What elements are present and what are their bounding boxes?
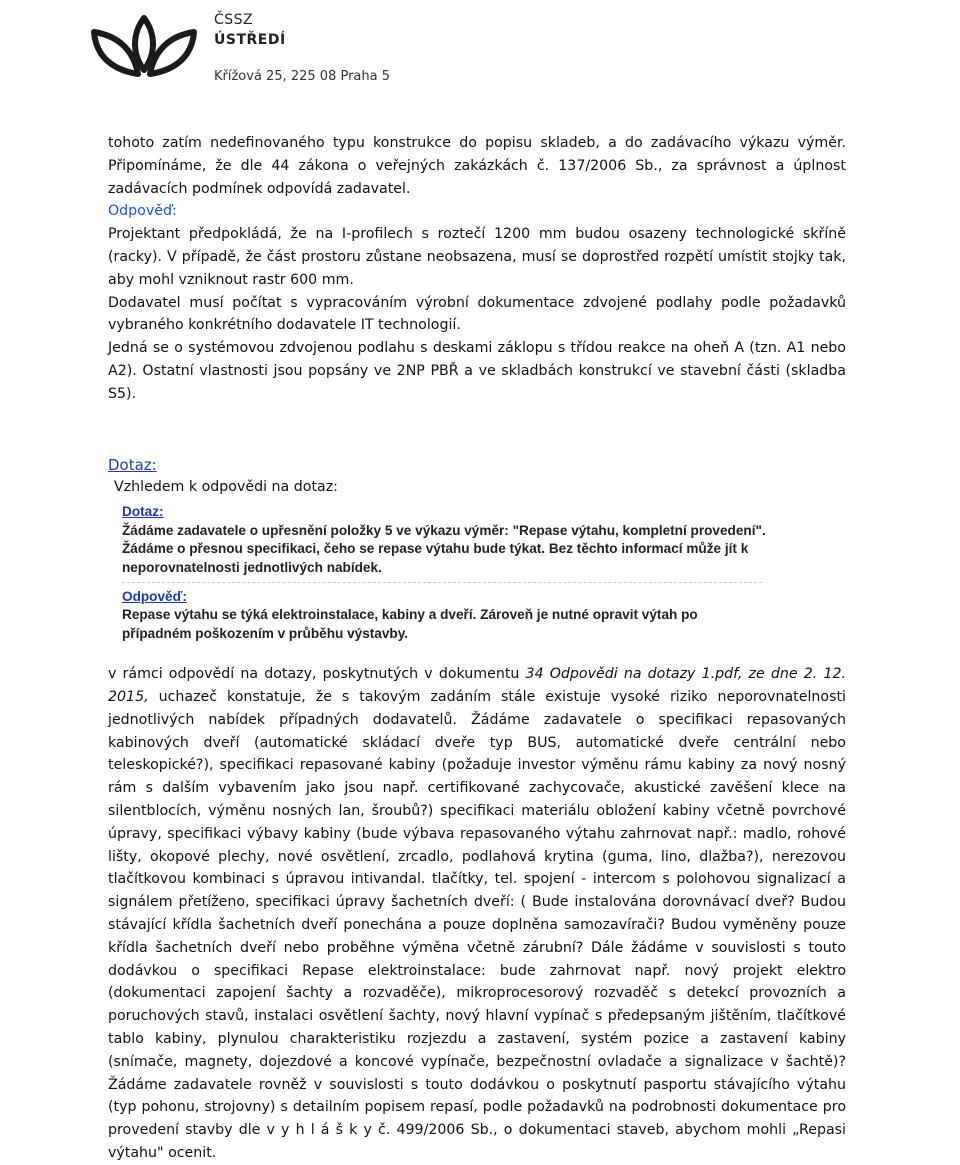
referenced-document: 34 Odpovědi na dotazy 1.pdf, ze dne 2. 12. 2015, <box>108 666 847 705</box>
paragraph-intro: tohoto zatím nedefinovaného typu konstrukce do popisu skladeb, a do zadávacího výkazu výměr. Připomínáme, že dle 44 zákona o veřejných zakázkách č. 137/2006 Sb., za správnost a úplnost zadávacích podmínek odpovídá zadavatel. <box>108 135 846 197</box>
embedded-line: neporovnatelnosti jednotlivých nabídek. <box>122 559 382 575</box>
embedded-line: případném poškozením v průběhu výstavby. <box>122 625 409 641</box>
spacer <box>108 406 846 454</box>
paragraph-answer-2: Dodavatel musí počítat s vypracováním výrobní dokumentace zdvojené podlahy podle požadavků vybraného konkrétního dodavatele IT technologií. <box>108 294 846 334</box>
paragraph-question-detail <box>108 663 846 1165</box>
embedded-answer-heading: Odpověď: <box>122 588 187 604</box>
answer-heading: Odpověď: <box>108 203 177 220</box>
org-address: Křížová 25, 225 08 Praha 5 <box>214 69 391 84</box>
org-unit: ÚSTŘEDÍ <box>214 32 286 48</box>
embedded-question-heading: Dotaz: <box>122 504 164 520</box>
question-lead: Vzhledem k odpovědi na dotaz: <box>114 479 338 496</box>
embedded-line: Žádáme zadavatele o upřesnění položky 5 ve výkazu výměr: "Repase výtahu, kompletní provedení". <box>122 522 766 538</box>
tulip-logo-icon <box>84 4 204 90</box>
paragraph-answer-1: Projektant předpokládá, že na I-profilech s roztečí 1200 mm budou osazeny technologické skříně (racky). V případě, že část prostoru zůstane neobsazena, musí se doprostřed rozpětí umístit stojky tak, aby mohl vzniknout rastr 600 mm. <box>108 226 846 288</box>
question-heading: Dotaz: <box>108 455 157 474</box>
org-name: ČSSZ <box>214 12 254 28</box>
document-body <box>108 132 846 1165</box>
paragraph-answer-3: Jedná se o systémovou zdvojenou podlahu s deskami záklopu s třídou reakce na oheň A (tzn. A1 nebo A2). Ostatní vlastnosti jsou popsány ve 2NP PBŘ a ve skladbách konstrukcí ve stavební části (skladba S5). <box>108 340 846 402</box>
question-text-start: v rámci odpovědí na dotazy, poskytnutých v dokumentu <box>108 666 526 683</box>
embedded-screenshot <box>122 503 842 653</box>
page-header <box>0 0 960 100</box>
embedded-line: Repase výtahu se týká elektroinstalace, kabiny a dveří. Zároveň je nutné opravit výtah po <box>122 607 698 623</box>
embedded-separator <box>122 582 762 584</box>
embedded-line: Žádáme o přesnou specifikaci, čeho se repase výtahu bude týkat. Bez těchto informací může jít k <box>122 541 749 557</box>
organization-block <box>214 10 390 86</box>
question-text-rest: uchazeč konstatuje, že s takovým zadáním stále existuje vysoké riziko neporovnatelnosti jednotlivých nabídek případných dodavatelů. Žádáme zadavatele o specifikaci repasovaných kabinových dveří (automatické skládací dveře typ BUS, automatické dveře centrální nebo teleskopické?), specifikaci repasované kabiny (požaduje investor výměnu rámu kabiny za nový nosný rám s dalším vybavením jako jsou např. certifikované zachycovače, akustické zavěšení klece na silentblocích, výměnu nosných lan, šroubů?) specifikaci materiálu obložení kabiny včetně povrchové úpravy, specifikaci výbavy kabiny (bude výbava repasovaného výtahu zahrnovat např.: madlo, rohové lišty, okopové plechy, nové osvětlení, zrcadlo, podlahová krytina (guma, lino, dlažba?), nerezovou tlačítkovou kombinaci s úpravou intivandal. tlačítky, tel. spojení - intercom s polohovou signalizací a signálem přetíženo, specifikaci úpravy šachetních dveří: ( Bude instalována dorovnávací dveř? Budou stávající křídla šachetních dveří ponechána a pouze doplněna samozavírači? Budou vyměněny pouze křídla šachetních dveří nebo proběhne výměna včetně zárubní? Dále žádáme v souvislosti s touto dodávkou o specifikaci Repase elektroinstalace: bude zahrnovat např. nový projekt elektro (dokumentaci zapojení šachty a rozvaděče), mikroprocesorový rozvaděč s detekcí provozních a poruchových stavů, instalaci osvětlení šachty, nový hlavní vypínač s předepsaným jištěním, tlačítkové tablo kabiny, plynulou charakteristiku rozjezdu a zastavení, systém pozice a zastavení kabiny (snímače, magnety, dojezdové a koncové vypínače, bezpečnostní ovladače a signalizace v šachtě)? Žádáme zadavatele rovněž v souvislosti s touto dodávkou o poskytnutí pasportu stávajícího výtahu (typ pohonu, strojovny) s detailním popisem repasí, podle požadavků na podrobnosti dokumentace pro provedení stavby dle v y h l á š k y č. 499/2006 Sb., o dokumentaci staveb, abychom mohli „Repasi výtahu" ocenit. <box>108 688 846 1161</box>
